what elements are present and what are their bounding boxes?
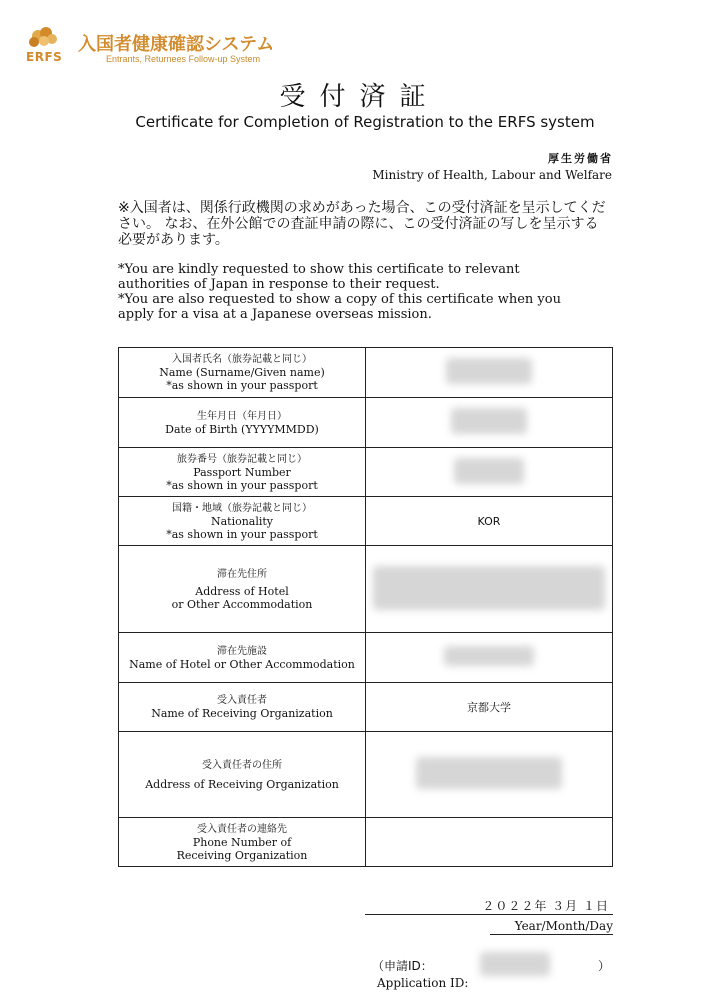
label-en: Passport Number [193,465,291,479]
table-row-organization [119,683,613,732]
label-en-sub: or Other Accommodation [171,597,313,611]
label-en: Address of Hotel [195,584,289,598]
label-en-sub: *as shown in your passport [166,478,318,492]
logo-abbreviation: ERFS [26,50,63,64]
erfs-logo [22,26,322,70]
value-organization: 京都大学 [366,683,613,732]
label-birth [119,398,366,448]
logo-system-name-jp: 入国者健康確認システム [78,34,275,55]
value-address [366,546,613,633]
table-row-org-address [119,732,613,818]
label-name [119,348,366,398]
value-passport [366,448,613,497]
label-nationality [119,497,366,546]
ministry-name-jp: 厚生労働省 [548,152,613,165]
application-id-en: Application ID: [377,976,469,990]
label-hotel [119,633,366,683]
redacted-application-id [480,952,550,976]
redacted-value [446,358,532,384]
label-jp: 滞在先施設 [217,645,267,657]
table-row-passport [119,448,613,497]
table-row-birth [119,398,613,448]
label-jp: 入国者氏名（旅券記載と同じ） [172,354,312,365]
label-en-sub: Receiving Organization [176,848,308,862]
label-en: Name (Surname/Given name) [159,366,325,379]
redacted-value [451,408,527,434]
label-jp: 受入責任者の連絡先 [197,823,287,835]
redacted-value [454,458,524,484]
value-org-address [366,732,613,818]
notice-en [118,262,588,322]
date-format-label: Year/Month/Day [514,919,613,933]
label-jp: 国籍・地域（旅券記載と同じ） [172,502,312,514]
redacted-value [416,757,562,789]
redacted-value [444,646,534,666]
certificate-title-jp: 受付済証 [279,82,440,112]
label-en: Name of Hotel or Other Accommodation [129,657,355,671]
notice-en-line-1: *You are kindly requested to show this certificate to relevant authorities of Japan in response to their request. [118,262,520,292]
table-row-nationality [119,497,613,546]
label-en: Address of Receiving Organization [145,777,339,791]
table-row-name [119,348,613,398]
label-passport [119,448,366,497]
certificate-title-en: Certificate for Completion of Registration to the ERFS system [135,113,595,131]
label-en: Name of Receiving Organization [151,707,333,720]
value-nationality: KOR [366,497,613,546]
table-row-address [119,546,613,633]
value-birth [366,398,613,448]
label-en: Phone Number of [192,835,292,849]
label-org-phone [119,818,366,867]
label-organization [119,683,366,732]
label-jp: 受入責任者の住所 [202,759,282,771]
label-en: Date of Birth (YYYYMMDD) [165,422,319,436]
label-jp: 旅券番号（旅券記載と同じ） [177,453,307,465]
redacted-value [373,566,605,610]
date-underline [365,914,613,915]
label-en: Nationality [210,514,274,528]
application-id-jp-close: ） [598,959,611,973]
date-format-underline [490,934,613,935]
notice-jp: ※入国者は、関係行政機関の求めがあった場合、この受付済証を呈示してください。 なお、在外公館での査証申請の際に、この受付済証の写しを呈示する必要があります。 [118,200,606,248]
issue-date: ２０２２年 ３月 １日 [482,899,609,913]
label-jp: 生年月日（年月日） [197,410,287,422]
table-row-org-phone [119,818,613,867]
label-address [119,546,366,633]
table-row-hotel [119,633,613,683]
label-org-address [119,732,366,818]
label-en-sub: *as shown in your passport [166,379,318,392]
label-jp: 滞在先住所 [217,568,267,580]
registration-info-table [118,347,613,867]
value-name [366,348,613,398]
label-jp: 受入責任者 [217,695,267,706]
logo-system-name-en: Entrants, Returnees Follow-up System [106,54,261,64]
ministry-name-en: Ministry of Health, Labour and Welfare [372,168,612,182]
value-org-phone [366,818,613,867]
notice-en-line-2: *You are also requested to show a copy of this certificate when you apply for a visa at a Japanese overseas mission. [118,292,561,322]
value-hotel [366,633,613,683]
application-id-jp-label: （申請ID： [372,959,433,973]
label-en-sub: *as shown in your passport [166,527,318,541]
